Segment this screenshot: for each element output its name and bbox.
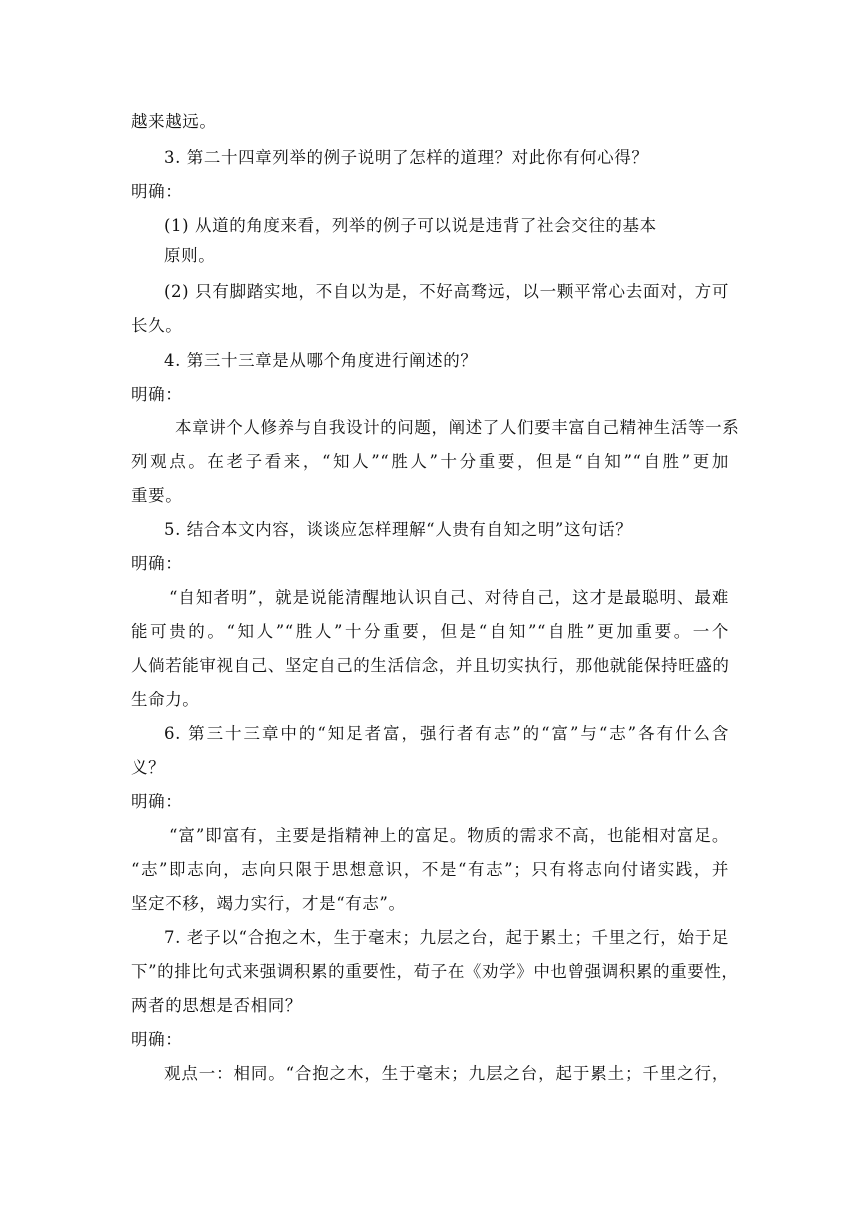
text-line: 原则。 (164, 246, 216, 265)
paragraph-line: 列观点。在老子看来，“知人”“胜人”十分重要，但是“自知”“自胜”更加 (131, 452, 729, 471)
question-7-cont: 下”的排比句式来强调积累的重要性，荀子在《劝学》中也曾强调积累的重要性， (131, 962, 739, 981)
answer-label: 明确： (131, 792, 183, 811)
answer-label: 明确： (131, 385, 183, 404)
paragraph-line: 本章讲个人修养与自我设计的问题，阐述了人们要丰富自己精神生活等一系 (175, 418, 740, 437)
answer-point-2: (2) 只有脚踏实地，不自以为是，不好高骛远，以一颗平常心去面对，方可 (164, 282, 729, 301)
answer-label: 明确： (131, 1030, 183, 1049)
answer-label: 明确： (131, 182, 183, 201)
paragraph-line: 能可贵的。“知人”“胜人”十分重要，但是“自知”“自胜”更加重要。一个 (131, 622, 729, 641)
question-7: 7. 老子以“合抱之木，生于毫末；九层之台，起于累土；千里之行，始于足 (164, 928, 729, 947)
paragraph-line: 重要。 (131, 486, 183, 505)
text-line: 义？ (131, 758, 166, 777)
text-line: 越来越远。 (131, 112, 217, 131)
question-7-cont: 两者的思想是否相同？ (131, 996, 302, 1015)
paragraph-line: 坚定不移，竭力实行，才是“有志”。 (131, 894, 406, 913)
paragraph-line: 生命力。 (131, 690, 200, 709)
text-line: 长久。 (131, 316, 183, 335)
answer-point-1: (1) 从道的角度来看，列举的例子可以说是违背了社会交往的基本 (164, 216, 657, 235)
paragraph-line: 人倘若能审视自己、坚定自己的生活信念，并且切实执行，那他就能保持旺盛的 (131, 656, 730, 675)
paragraph-line: “自知者明”，就是说能清醒地认识自己、对待自己，这才是最聪明、最难 (169, 588, 729, 607)
paragraph-line: “志”即志向，志向只限于思想意识，不是“有志”；只有将志向付诸实践，并 (131, 860, 729, 879)
question-6: 6. 第三十三章中的“知足者富，强行者有志”的“富”与“志”各有什么含 (164, 724, 729, 743)
paragraph-line: “富”即富有，主要是指精神上的富足。物质的需求不高，也能相对富足。 (169, 826, 729, 845)
paragraph-line: 观点一：相同。“合抱之木，生于毫末；九层之台，起于累土；千里之行， (164, 1064, 729, 1083)
question-4: 4. 第三十三章是从哪个角度进行阐述的？ (164, 351, 478, 370)
question-5: 5. 结合本文内容，谈谈应怎样理解“人贵有自知之明”这句话？ (164, 520, 633, 539)
question-3: 3. 第二十四章列举的例子说明了怎样的道理？对此你有何心得？ (164, 148, 649, 167)
answer-label: 明确： (131, 554, 183, 573)
